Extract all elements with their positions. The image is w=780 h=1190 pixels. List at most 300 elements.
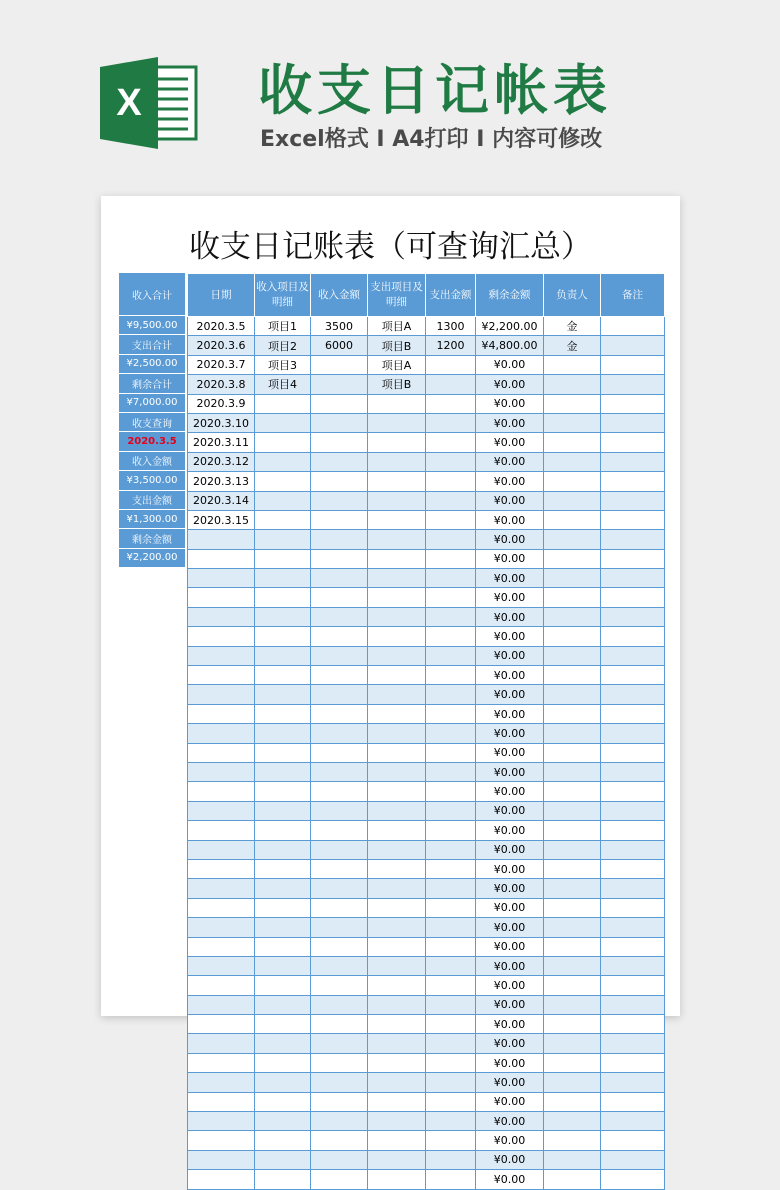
table-cell[interactable] — [188, 1092, 255, 1111]
table-cell[interactable] — [601, 472, 665, 491]
table-cell[interactable] — [255, 879, 311, 898]
table-cell[interactable] — [368, 530, 426, 549]
table-cell[interactable] — [544, 898, 601, 917]
table-cell[interactable] — [426, 995, 476, 1014]
table-cell[interactable] — [311, 549, 368, 568]
table-cell[interactable] — [311, 491, 368, 510]
table-cell[interactable] — [426, 355, 476, 374]
table-cell[interactable]: 6000 — [311, 336, 368, 355]
table-cell[interactable] — [188, 549, 255, 568]
table-cell[interactable] — [368, 394, 426, 413]
table-cell[interactable] — [368, 1053, 426, 1072]
table-cell[interactable]: ¥0.00 — [476, 1053, 544, 1072]
table-cell[interactable] — [544, 588, 601, 607]
table-cell[interactable] — [426, 569, 476, 588]
table-cell[interactable] — [544, 1034, 601, 1053]
table-cell[interactable] — [311, 937, 368, 956]
table-cell[interactable] — [311, 1053, 368, 1072]
table-cell[interactable]: ¥0.00 — [476, 666, 544, 685]
table-cell[interactable] — [188, 801, 255, 820]
table-cell[interactable]: ¥0.00 — [476, 976, 544, 995]
table-cell[interactable]: ¥0.00 — [476, 491, 544, 510]
table-cell[interactable] — [601, 1015, 665, 1034]
table-cell[interactable] — [601, 510, 665, 529]
table-cell[interactable] — [311, 1092, 368, 1111]
table-cell[interactable] — [426, 762, 476, 781]
table-cell[interactable] — [544, 452, 601, 471]
table-cell[interactable] — [544, 762, 601, 781]
table-cell[interactable] — [426, 375, 476, 394]
table-cell[interactable] — [255, 491, 311, 510]
table-cell[interactable] — [311, 859, 368, 878]
table-cell[interactable]: 2020.3.12 — [188, 452, 255, 471]
table-cell[interactable] — [544, 1073, 601, 1092]
table-cell[interactable] — [601, 1092, 665, 1111]
table-cell[interactable] — [544, 1150, 601, 1169]
table-cell[interactable] — [188, 1073, 255, 1092]
table-cell[interactable] — [255, 1112, 311, 1131]
table-cell[interactable] — [255, 995, 311, 1014]
table-cell[interactable] — [311, 375, 368, 394]
table-cell[interactable] — [255, 918, 311, 937]
table-cell[interactable] — [368, 627, 426, 646]
table-cell[interactable] — [311, 627, 368, 646]
table-cell[interactable] — [255, 859, 311, 878]
table-cell[interactable] — [544, 1092, 601, 1111]
table-cell[interactable] — [188, 743, 255, 762]
table-cell[interactable] — [544, 821, 601, 840]
table-cell[interactable] — [368, 801, 426, 820]
table-cell[interactable] — [544, 1131, 601, 1150]
table-cell[interactable] — [368, 1034, 426, 1053]
table-cell[interactable] — [255, 1034, 311, 1053]
table-cell[interactable] — [426, 724, 476, 743]
table-cell[interactable] — [311, 569, 368, 588]
table-cell[interactable] — [368, 724, 426, 743]
table-cell[interactable] — [601, 336, 665, 355]
table-cell[interactable] — [426, 646, 476, 665]
table-cell[interactable] — [544, 607, 601, 626]
table-cell[interactable]: ¥0.00 — [476, 1131, 544, 1150]
table-cell[interactable] — [311, 607, 368, 626]
table-cell[interactable] — [368, 607, 426, 626]
table-cell[interactable] — [544, 782, 601, 801]
table-cell[interactable]: 项目A — [368, 355, 426, 374]
table-cell[interactable] — [311, 724, 368, 743]
table-cell[interactable] — [544, 879, 601, 898]
table-cell[interactable] — [255, 976, 311, 995]
table-cell[interactable] — [311, 1015, 368, 1034]
table-cell[interactable]: 2020.3.11 — [188, 433, 255, 452]
table-cell[interactable] — [426, 821, 476, 840]
table-cell[interactable] — [426, 472, 476, 491]
table-cell[interactable] — [255, 530, 311, 549]
table-cell[interactable] — [311, 530, 368, 549]
table-cell[interactable] — [601, 1170, 665, 1189]
table-cell[interactable] — [426, 627, 476, 646]
table-cell[interactable]: 1200 — [426, 336, 476, 355]
table-cell[interactable] — [368, 1015, 426, 1034]
table-cell[interactable] — [255, 413, 311, 432]
table-cell[interactable] — [601, 976, 665, 995]
table-cell[interactable] — [188, 530, 255, 549]
table-cell[interactable] — [255, 898, 311, 917]
table-cell[interactable] — [311, 1131, 368, 1150]
table-cell[interactable] — [368, 1112, 426, 1131]
table-cell[interactable] — [368, 743, 426, 762]
table-cell[interactable] — [311, 1150, 368, 1169]
table-cell[interactable]: ¥0.00 — [476, 782, 544, 801]
table-cell[interactable] — [368, 898, 426, 917]
table-cell[interactable] — [426, 433, 476, 452]
table-cell[interactable] — [544, 704, 601, 723]
table-cell[interactable] — [311, 472, 368, 491]
table-cell[interactable] — [368, 452, 426, 471]
table-cell[interactable] — [368, 762, 426, 781]
table-cell[interactable] — [188, 1034, 255, 1053]
table-cell[interactable]: ¥0.00 — [476, 569, 544, 588]
table-cell[interactable]: ¥0.00 — [476, 918, 544, 937]
table-cell[interactable] — [601, 394, 665, 413]
table-cell[interactable]: ¥0.00 — [476, 355, 544, 374]
table-cell[interactable] — [601, 685, 665, 704]
table-cell[interactable] — [368, 472, 426, 491]
table-cell[interactable] — [188, 918, 255, 937]
table-cell[interactable] — [601, 918, 665, 937]
table-cell[interactable]: ¥0.00 — [476, 549, 544, 568]
table-cell[interactable] — [601, 413, 665, 432]
table-cell[interactable] — [601, 1034, 665, 1053]
table-cell[interactable] — [311, 762, 368, 781]
table-cell[interactable] — [426, 859, 476, 878]
table-cell[interactable] — [601, 743, 665, 762]
table-cell[interactable] — [311, 898, 368, 917]
table-cell[interactable] — [188, 782, 255, 801]
table-cell[interactable] — [426, 782, 476, 801]
table-cell[interactable] — [311, 879, 368, 898]
table-cell[interactable] — [255, 724, 311, 743]
table-cell[interactable]: ¥0.00 — [476, 1150, 544, 1169]
table-cell[interactable] — [255, 821, 311, 840]
table-cell[interactable]: 项目4 — [255, 375, 311, 394]
table-cell[interactable] — [544, 666, 601, 685]
table-cell[interactable]: ¥0.00 — [476, 1112, 544, 1131]
table-cell[interactable] — [188, 685, 255, 704]
table-cell[interactable]: ¥0.00 — [476, 433, 544, 452]
table-cell[interactable] — [311, 452, 368, 471]
table-cell[interactable] — [426, 879, 476, 898]
table-cell[interactable] — [368, 859, 426, 878]
table-cell[interactable]: 项目B — [368, 336, 426, 355]
table-cell[interactable] — [311, 801, 368, 820]
table-cell[interactable]: ¥0.00 — [476, 1170, 544, 1189]
table-cell[interactable] — [255, 452, 311, 471]
table-cell[interactable] — [601, 879, 665, 898]
table-cell[interactable]: ¥0.00 — [476, 607, 544, 626]
table-cell[interactable] — [311, 666, 368, 685]
table-cell[interactable] — [368, 704, 426, 723]
table-cell[interactable] — [544, 1015, 601, 1034]
table-cell[interactable] — [368, 1073, 426, 1092]
table-cell[interactable] — [311, 743, 368, 762]
table-cell[interactable]: ¥0.00 — [476, 685, 544, 704]
table-cell[interactable] — [311, 1034, 368, 1053]
table-cell[interactable] — [426, 918, 476, 937]
table-cell[interactable] — [368, 491, 426, 510]
table-cell[interactable] — [544, 355, 601, 374]
table-cell[interactable] — [601, 317, 665, 336]
table-cell[interactable] — [311, 433, 368, 452]
table-cell[interactable]: ¥0.00 — [476, 1073, 544, 1092]
table-cell[interactable] — [601, 1150, 665, 1169]
table-cell[interactable] — [255, 607, 311, 626]
table-cell[interactable] — [368, 782, 426, 801]
table-cell[interactable]: 1300 — [426, 317, 476, 336]
table-cell[interactable] — [544, 918, 601, 937]
table-cell[interactable] — [601, 627, 665, 646]
table-cell[interactable] — [188, 1053, 255, 1072]
table-cell[interactable] — [544, 1053, 601, 1072]
table-cell[interactable] — [188, 898, 255, 917]
table-cell[interactable] — [188, 879, 255, 898]
table-cell[interactable] — [601, 782, 665, 801]
table-cell[interactable] — [426, 685, 476, 704]
table-cell[interactable] — [601, 704, 665, 723]
table-cell[interactable] — [426, 549, 476, 568]
table-cell[interactable] — [426, 1092, 476, 1111]
table-cell[interactable] — [368, 646, 426, 665]
table-cell[interactable] — [255, 937, 311, 956]
table-cell[interactable] — [544, 627, 601, 646]
table-cell[interactable] — [426, 666, 476, 685]
table-cell[interactable] — [544, 685, 601, 704]
table-cell[interactable] — [426, 530, 476, 549]
table-cell[interactable] — [188, 937, 255, 956]
table-cell[interactable]: ¥0.00 — [476, 937, 544, 956]
table-cell[interactable]: ¥0.00 — [476, 452, 544, 471]
table-cell[interactable]: 2020.3.13 — [188, 472, 255, 491]
table-cell[interactable] — [368, 569, 426, 588]
table-cell[interactable]: ¥0.00 — [476, 859, 544, 878]
table-cell[interactable] — [544, 472, 601, 491]
table-cell[interactable] — [255, 1150, 311, 1169]
table-cell[interactable] — [188, 704, 255, 723]
table-cell[interactable] — [188, 666, 255, 685]
table-cell[interactable] — [426, 588, 476, 607]
table-cell[interactable] — [601, 762, 665, 781]
table-cell[interactable] — [311, 840, 368, 859]
table-cell[interactable] — [311, 685, 368, 704]
table-cell[interactable] — [311, 821, 368, 840]
table-cell[interactable]: ¥0.00 — [476, 1034, 544, 1053]
table-cell[interactable]: ¥0.00 — [476, 956, 544, 975]
table-cell[interactable] — [311, 976, 368, 995]
table-cell[interactable] — [255, 666, 311, 685]
table-cell[interactable] — [601, 1053, 665, 1072]
table-cell[interactable] — [368, 413, 426, 432]
table-cell[interactable] — [426, 743, 476, 762]
table-cell[interactable] — [255, 956, 311, 975]
table-cell[interactable] — [544, 724, 601, 743]
table-cell[interactable] — [255, 433, 311, 452]
table-cell[interactable] — [311, 995, 368, 1014]
table-cell[interactable] — [426, 801, 476, 820]
table-cell[interactable] — [311, 588, 368, 607]
table-cell[interactable]: ¥0.00 — [476, 627, 544, 646]
table-cell[interactable] — [544, 801, 601, 820]
table-cell[interactable] — [601, 724, 665, 743]
table-cell[interactable] — [311, 413, 368, 432]
table-cell[interactable] — [188, 569, 255, 588]
table-cell[interactable] — [544, 530, 601, 549]
table-cell[interactable] — [188, 995, 255, 1014]
table-cell[interactable]: 2020.3.5 — [188, 317, 255, 336]
table-cell[interactable] — [188, 821, 255, 840]
table-cell[interactable] — [544, 937, 601, 956]
table-cell[interactable] — [426, 452, 476, 471]
table-cell[interactable]: ¥0.00 — [476, 898, 544, 917]
table-cell[interactable] — [601, 859, 665, 878]
table-cell[interactable] — [311, 1112, 368, 1131]
table-cell[interactable] — [426, 394, 476, 413]
table-cell[interactable]: ¥0.00 — [476, 510, 544, 529]
table-cell[interactable] — [255, 762, 311, 781]
table-cell[interactable] — [544, 1112, 601, 1131]
table-cell[interactable]: 项目B — [368, 375, 426, 394]
table-cell[interactable] — [368, 1170, 426, 1189]
table-cell[interactable]: ¥0.00 — [476, 995, 544, 1014]
table-cell[interactable] — [188, 607, 255, 626]
table-cell[interactable] — [368, 821, 426, 840]
table-cell[interactable] — [368, 995, 426, 1014]
table-cell[interactable] — [368, 879, 426, 898]
table-cell[interactable] — [544, 1170, 601, 1189]
table-cell[interactable] — [255, 840, 311, 859]
table-cell[interactable]: 项目A — [368, 317, 426, 336]
table-cell[interactable] — [368, 1150, 426, 1169]
table-cell[interactable] — [601, 821, 665, 840]
table-cell[interactable] — [601, 898, 665, 917]
table-cell[interactable] — [255, 588, 311, 607]
table-cell[interactable] — [426, 1073, 476, 1092]
table-cell[interactable] — [255, 394, 311, 413]
table-cell[interactable]: 2020.3.6 — [188, 336, 255, 355]
table-cell[interactable] — [255, 472, 311, 491]
table-cell[interactable] — [368, 510, 426, 529]
table-cell[interactable] — [188, 588, 255, 607]
table-cell[interactable] — [188, 646, 255, 665]
table-cell[interactable] — [255, 627, 311, 646]
table-cell[interactable] — [601, 549, 665, 568]
table-cell[interactable] — [368, 840, 426, 859]
table-cell[interactable] — [255, 510, 311, 529]
table-cell[interactable]: 金 — [544, 317, 601, 336]
table-cell[interactable] — [311, 1073, 368, 1092]
table-cell[interactable] — [255, 549, 311, 568]
table-cell[interactable]: 3500 — [311, 317, 368, 336]
table-cell[interactable]: 2020.3.8 — [188, 375, 255, 394]
table-cell[interactable] — [255, 685, 311, 704]
table-cell[interactable] — [544, 375, 601, 394]
table-cell[interactable]: ¥2,200.00 — [476, 317, 544, 336]
table-cell[interactable] — [426, 976, 476, 995]
table-cell[interactable] — [426, 704, 476, 723]
table-cell[interactable] — [255, 1073, 311, 1092]
table-cell[interactable]: ¥0.00 — [476, 1015, 544, 1034]
table-cell[interactable]: ¥0.00 — [476, 588, 544, 607]
table-cell[interactable] — [188, 859, 255, 878]
table-cell[interactable] — [544, 491, 601, 510]
table-cell[interactable] — [426, 1170, 476, 1189]
table-cell[interactable] — [311, 956, 368, 975]
table-cell[interactable] — [426, 840, 476, 859]
table-cell[interactable]: ¥0.00 — [476, 1092, 544, 1111]
table-cell[interactable] — [426, 956, 476, 975]
table-cell[interactable]: 2020.3.15 — [188, 510, 255, 529]
table-cell[interactable] — [311, 782, 368, 801]
table-cell[interactable] — [544, 569, 601, 588]
table-cell[interactable] — [426, 1112, 476, 1131]
table-cell[interactable] — [601, 433, 665, 452]
table-cell[interactable] — [601, 569, 665, 588]
table-cell[interactable] — [544, 995, 601, 1014]
table-cell[interactable]: ¥0.00 — [476, 879, 544, 898]
table-cell[interactable]: ¥0.00 — [476, 704, 544, 723]
table-cell[interactable]: ¥0.00 — [476, 394, 544, 413]
table-cell[interactable] — [368, 549, 426, 568]
table-cell[interactable] — [255, 743, 311, 762]
table-cell[interactable] — [426, 1015, 476, 1034]
table-cell[interactable] — [426, 510, 476, 529]
table-cell[interactable] — [426, 491, 476, 510]
table-cell[interactable] — [601, 491, 665, 510]
table-cell[interactable]: ¥0.00 — [476, 413, 544, 432]
table-cell[interactable]: ¥0.00 — [476, 840, 544, 859]
table-cell[interactable] — [311, 355, 368, 374]
table-cell[interactable] — [544, 646, 601, 665]
table-cell[interactable] — [601, 801, 665, 820]
table-cell[interactable]: ¥0.00 — [476, 472, 544, 491]
table-cell[interactable] — [368, 433, 426, 452]
table-cell[interactable] — [544, 394, 601, 413]
table-cell[interactable] — [311, 918, 368, 937]
table-cell[interactable] — [601, 1073, 665, 1092]
table-cell[interactable]: 项目1 — [255, 317, 311, 336]
table-cell[interactable] — [188, 762, 255, 781]
table-cell[interactable] — [368, 1092, 426, 1111]
table-cell[interactable] — [544, 976, 601, 995]
table-cell[interactable] — [188, 976, 255, 995]
table-cell[interactable] — [426, 607, 476, 626]
table-cell[interactable] — [544, 510, 601, 529]
table-cell[interactable]: ¥0.00 — [476, 762, 544, 781]
table-cell[interactable]: ¥0.00 — [476, 724, 544, 743]
table-cell[interactable] — [188, 724, 255, 743]
table-cell[interactable] — [188, 840, 255, 859]
table-cell[interactable] — [188, 1150, 255, 1169]
table-cell[interactable] — [601, 937, 665, 956]
table-cell[interactable]: 金 — [544, 336, 601, 355]
table-cell[interactable] — [311, 1170, 368, 1189]
table-cell[interactable]: ¥0.00 — [476, 375, 544, 394]
table-cell[interactable] — [601, 452, 665, 471]
table-cell[interactable]: 项目2 — [255, 336, 311, 355]
query-date-input[interactable]: 2020.3.5 — [119, 432, 185, 451]
table-cell[interactable]: ¥0.00 — [476, 801, 544, 820]
table-cell[interactable]: 2020.3.9 — [188, 394, 255, 413]
table-cell[interactable] — [544, 956, 601, 975]
table-cell[interactable] — [426, 937, 476, 956]
